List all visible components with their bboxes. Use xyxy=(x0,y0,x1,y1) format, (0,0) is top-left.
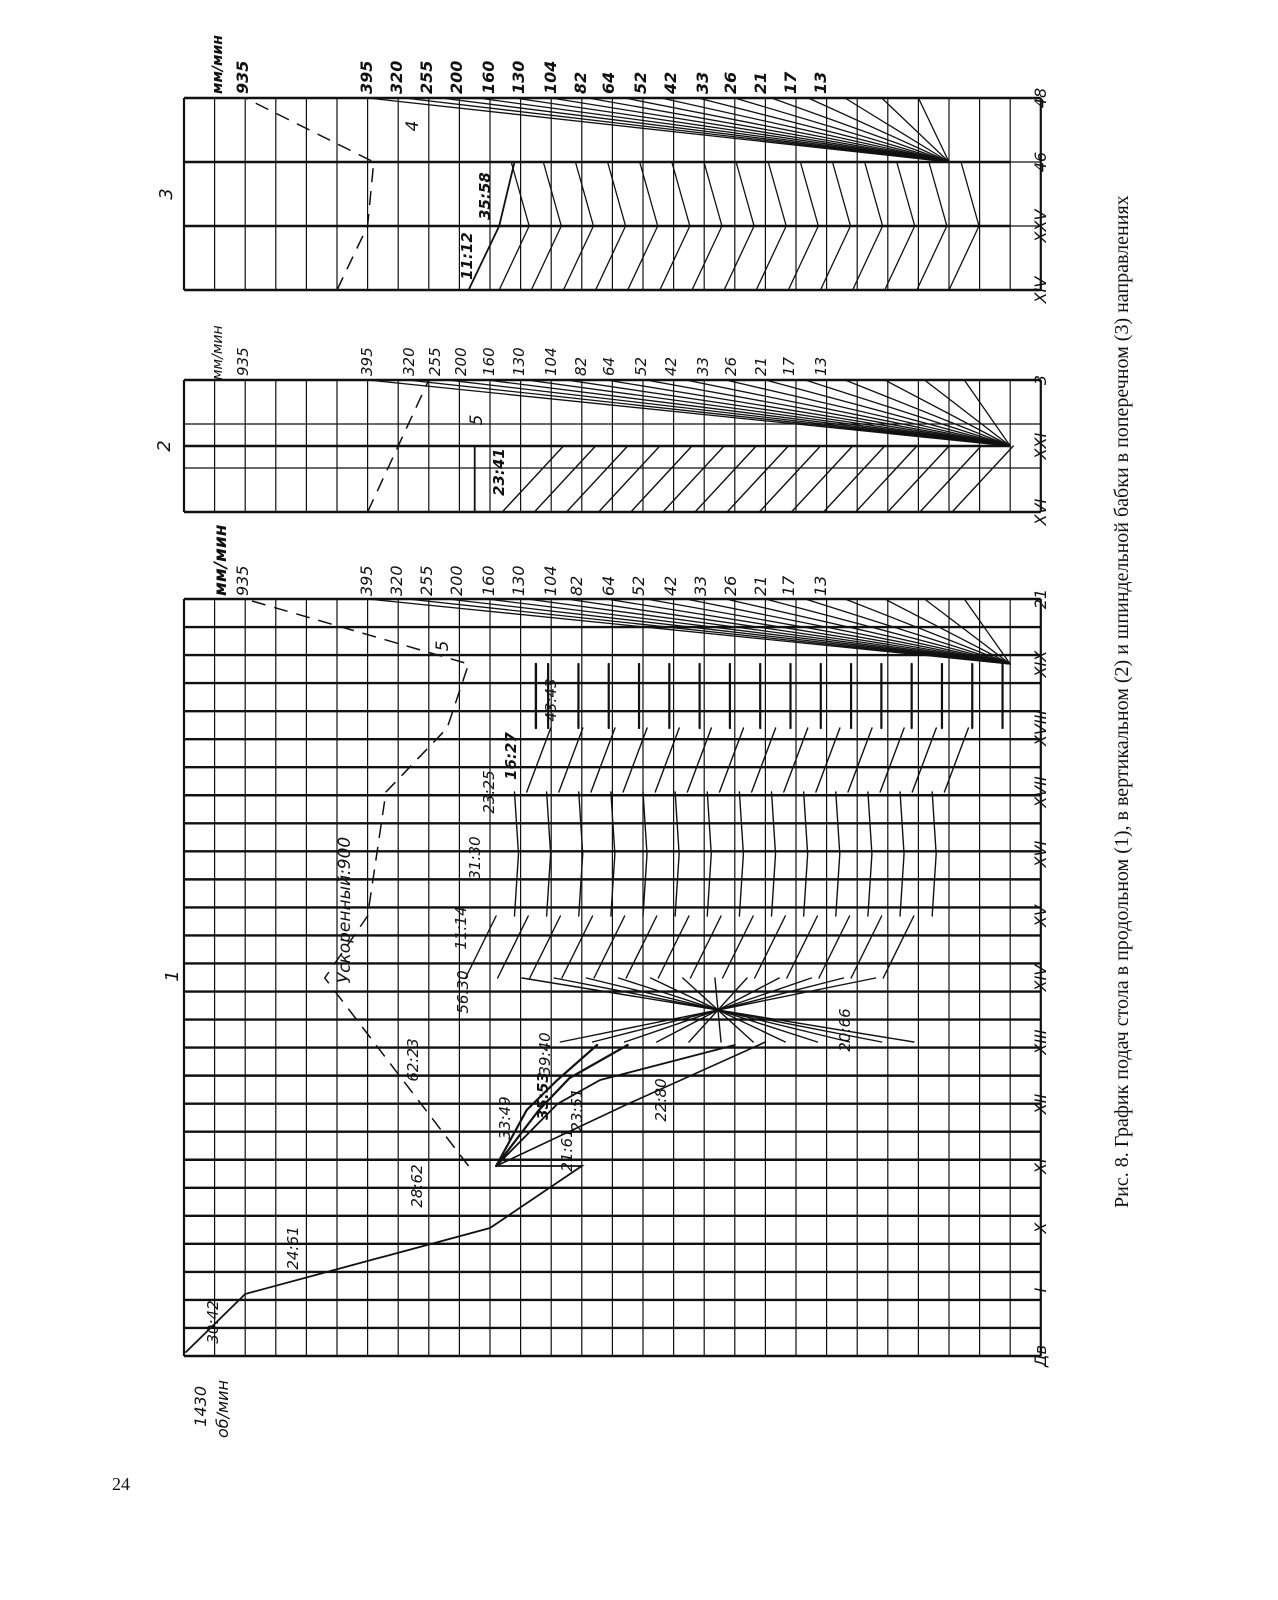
g1-fan-line xyxy=(752,728,776,792)
g3-feed-label: 26 xyxy=(721,71,740,94)
g2-feed-label: 17 xyxy=(780,356,798,376)
g2-fan-line xyxy=(599,446,660,512)
g1-ratio-label: 11:14 xyxy=(452,906,470,950)
g2-feed-label: 160 xyxy=(480,347,498,376)
g1-chevron xyxy=(772,792,776,916)
g2-ratio-label: 23:41 xyxy=(490,448,508,496)
g1-shaft-label: XIX xyxy=(1031,650,1050,678)
g1-shaft-label: XVIII xyxy=(1031,709,1050,747)
g1-ratio-label: 28:62 xyxy=(408,1164,426,1208)
g1-fan-line xyxy=(527,728,551,792)
g1-shaft-label: XII xyxy=(1031,1093,1050,1115)
g2-shaft-label: 3 xyxy=(1031,374,1050,386)
g1-feed-label: 21 xyxy=(751,575,770,596)
g3-output-line xyxy=(514,98,949,162)
g1-ratio-label: 35:53 xyxy=(534,1072,552,1120)
g1-mark: 5 xyxy=(433,640,453,652)
g1-ratio-label: 22:80 xyxy=(652,1078,670,1122)
g1-chevron xyxy=(868,792,872,916)
g3-feed-label: 320 xyxy=(387,60,406,94)
g3-shaft-label: 46 xyxy=(1031,151,1050,173)
g1-feed-label: 13 xyxy=(811,575,830,596)
g1-fan-line xyxy=(559,728,583,792)
g2-output-line xyxy=(447,380,1010,446)
g3-feed-label: 64 xyxy=(599,71,618,94)
g1-unit-label: мм/мин xyxy=(211,524,231,596)
g1-ratio-label: 56:30 xyxy=(454,970,472,1014)
g1-fan-line xyxy=(498,916,529,978)
g2-output-line xyxy=(487,380,1010,446)
g2-fan-line xyxy=(856,446,917,512)
g1-shaft-label: XIII xyxy=(1031,1029,1050,1055)
g1-chevron xyxy=(739,792,743,916)
g1-ratio-label: 21:61 xyxy=(558,1128,576,1172)
g1-ratio-label: 20:66 xyxy=(836,1008,854,1052)
g1-shaft-label: XI xyxy=(1031,1158,1050,1174)
g2-feed-label: 33 xyxy=(694,356,712,376)
g2-fan-line xyxy=(920,446,981,512)
g3-ratio-label: 11:12 xyxy=(458,232,476,280)
g1-graph-id: 1 xyxy=(162,970,183,982)
figure-caption: Рис. 8. График подач стола в продольном (1), в вертикальном (2) и шпиндельной бабки в поперечном (3) направлениях xyxy=(1111,195,1133,1208)
g1-shaft-label: XVII xyxy=(1031,776,1050,808)
g1-feed-label: 320 xyxy=(387,565,406,596)
g2-feed-label: 255 xyxy=(426,347,444,376)
g2-feed-label: 82 xyxy=(572,356,590,376)
g3-feed-label: 52 xyxy=(631,71,650,94)
g3-feed-label: 21 xyxy=(751,71,770,94)
g1-fan-line xyxy=(655,728,679,792)
g1-feed-label: 104 xyxy=(541,565,560,596)
g1-shaft-label: XV xyxy=(1031,905,1050,927)
g1-chevron xyxy=(836,792,840,916)
g1-shaft-label: I xyxy=(1031,1287,1050,1293)
g2-feed-label: 21 xyxy=(752,356,770,376)
g1-fan-line xyxy=(880,728,904,792)
g1-chevron xyxy=(804,792,808,916)
g1-fan-line xyxy=(819,916,850,978)
gear-ratio-lines xyxy=(186,98,1013,1352)
g1-feed-label: 255 xyxy=(417,565,436,596)
g2-fan-line xyxy=(791,446,852,512)
g2-output-line xyxy=(646,380,1010,446)
page-number: 24 xyxy=(112,1474,130,1494)
g1-chevron xyxy=(514,792,518,916)
g1-fan-line xyxy=(912,728,936,792)
g2-fan-line xyxy=(727,446,788,512)
g1-ratio-label: 62:23 xyxy=(404,1038,422,1082)
g3-feed-label: 255 xyxy=(417,60,436,94)
g1-feed-label: 52 xyxy=(629,575,648,596)
g3-input-line xyxy=(499,162,514,226)
g1-chevron xyxy=(675,792,679,916)
g3-feed-label: 160 xyxy=(479,60,498,94)
g3-feed-label: 33 xyxy=(693,71,712,94)
g1-fan-line xyxy=(530,916,561,978)
g3-feed-label: 13 xyxy=(811,71,830,94)
g3-shaft-label: XXV xyxy=(1031,209,1050,243)
g1-ratio-label: 24:61 xyxy=(284,1226,302,1270)
g1-feed-label: 17 xyxy=(779,575,798,596)
g1-cross-line xyxy=(522,978,914,1042)
g2-feed-label: 13 xyxy=(812,356,830,376)
g3-mark: 4 xyxy=(403,120,423,132)
g2-feed-label: 130 xyxy=(510,347,528,376)
g1-feed-label: 200 xyxy=(447,565,466,596)
g1-chevron xyxy=(707,792,711,916)
g2-fan-line xyxy=(567,446,628,512)
g1-fan-line xyxy=(690,916,721,978)
g1-fan-line xyxy=(851,916,882,978)
g2-output-line xyxy=(407,380,1010,446)
g1-ratio-label: 23:25 xyxy=(480,770,498,814)
g1-shaft-label: Дв xyxy=(1031,1345,1050,1367)
g1-fan-line xyxy=(787,916,818,978)
g2-fan-line xyxy=(952,446,1013,512)
g3-rapid-line xyxy=(245,98,374,290)
g1-chevron xyxy=(932,792,936,916)
g2-feed-label: 935 xyxy=(234,347,252,376)
g2-fan-line xyxy=(502,446,563,512)
g1-feed-label: 33 xyxy=(691,575,710,596)
g1-shaft-label: XVI xyxy=(1031,840,1050,868)
g1-chevron xyxy=(547,792,551,916)
g1-feed-label: 395 xyxy=(357,565,376,596)
rapid-traverse-lines xyxy=(245,98,468,1166)
g1-motor-speed: 1430 xyxy=(191,1386,210,1427)
g2-fan-line xyxy=(663,446,724,512)
g2-feed-label: 395 xyxy=(358,347,376,376)
g1-fan-line xyxy=(594,916,625,978)
g1-feed-label: 26 xyxy=(721,575,740,596)
g1-shaft-label: XIV xyxy=(1031,964,1050,992)
g1-feed-label: 82 xyxy=(567,575,586,596)
g1-fan-line xyxy=(944,728,968,792)
g3-shaft-label: XIV xyxy=(1031,276,1050,304)
g1-fan-line xyxy=(562,916,593,978)
g3-feed-label: 42 xyxy=(661,71,680,94)
g2-feed-label: 104 xyxy=(542,347,560,376)
g2-unit-label: мм/мин xyxy=(210,325,226,380)
graph-labels xyxy=(154,35,1050,1438)
g1-rapid-label: Ускоренный:900 xyxy=(335,836,355,984)
g2-feed-label: 26 xyxy=(722,356,740,376)
g2-graph-id: 2 xyxy=(154,440,175,452)
g2-shaft-label: XVI xyxy=(1031,498,1050,526)
g1-ratio-label: 33:49 xyxy=(496,1096,514,1140)
g2-feed-label: 320 xyxy=(400,347,418,376)
g2-fan-line xyxy=(824,446,885,512)
g3-output-line xyxy=(551,98,949,162)
g1-ratio-label: 39:40 xyxy=(536,1032,554,1076)
g2-fan-line xyxy=(534,446,595,512)
g2-mark: 5 xyxy=(467,414,487,426)
g3-output-line xyxy=(441,98,949,162)
g2-shaft-label: XXI xyxy=(1031,432,1050,460)
g2-feed-label: 200 xyxy=(452,347,470,376)
g1-feed-label: 935 xyxy=(233,565,252,596)
g1-fan-line xyxy=(755,916,786,978)
g3-feed-label: 395 xyxy=(357,60,376,94)
g2-fan-line xyxy=(631,446,692,512)
g1-fan-line xyxy=(848,728,872,792)
g1-motor-unit: об/мин xyxy=(213,1380,232,1438)
g3-output-line xyxy=(404,98,949,162)
g1-fan-line xyxy=(720,728,744,792)
g3-unit-label: мм/мин xyxy=(210,35,226,94)
g3-feed-label: 935 xyxy=(233,60,252,94)
g3-feed-label: 104 xyxy=(541,60,560,94)
g1-chevron xyxy=(900,792,904,916)
g1-ratio-label: 43:43 xyxy=(542,678,560,722)
g1-fan-line xyxy=(687,728,711,792)
g1-shaft-label: 21 xyxy=(1031,588,1050,610)
g1-fan-line xyxy=(466,916,497,978)
g1-fan-line xyxy=(626,916,657,978)
g2-feed-label: 64 xyxy=(600,356,618,376)
g1-fan-line xyxy=(591,728,615,792)
g3-feed-label: 130 xyxy=(509,60,528,94)
g2-feed-label: 52 xyxy=(632,356,650,376)
g1-ratio-label: 31:30 xyxy=(466,836,484,880)
g3-ratio-label: 35:58 xyxy=(476,172,494,220)
g3-feed-label: 200 xyxy=(447,60,466,94)
g2-output-line xyxy=(567,380,1011,446)
g2-fan-line xyxy=(759,446,820,512)
g1-fan-line xyxy=(723,916,754,978)
g2-feed-label: 42 xyxy=(662,356,680,376)
g1-ratio-label: 30:42 xyxy=(204,1300,222,1344)
g1-feed-label: 130 xyxy=(509,565,528,596)
g1-ratio-label: 23:51 xyxy=(568,1088,586,1132)
g1-ratio-label: 16:27 xyxy=(502,732,520,780)
g1-shaft-label: X xyxy=(1031,1222,1050,1234)
g3-graph-id: 3 xyxy=(156,188,177,200)
g3-feed-label: 82 xyxy=(571,71,590,94)
g1-feed-label: 160 xyxy=(479,565,498,596)
g1-fan-line xyxy=(816,728,840,792)
g1-feed-label: 64 xyxy=(599,575,618,596)
g3-shaft-label: 48 xyxy=(1031,87,1050,109)
g1-feed-label: 42 xyxy=(661,575,680,596)
g3-feed-label: 17 xyxy=(781,71,800,94)
g2-output-line xyxy=(606,380,1010,446)
